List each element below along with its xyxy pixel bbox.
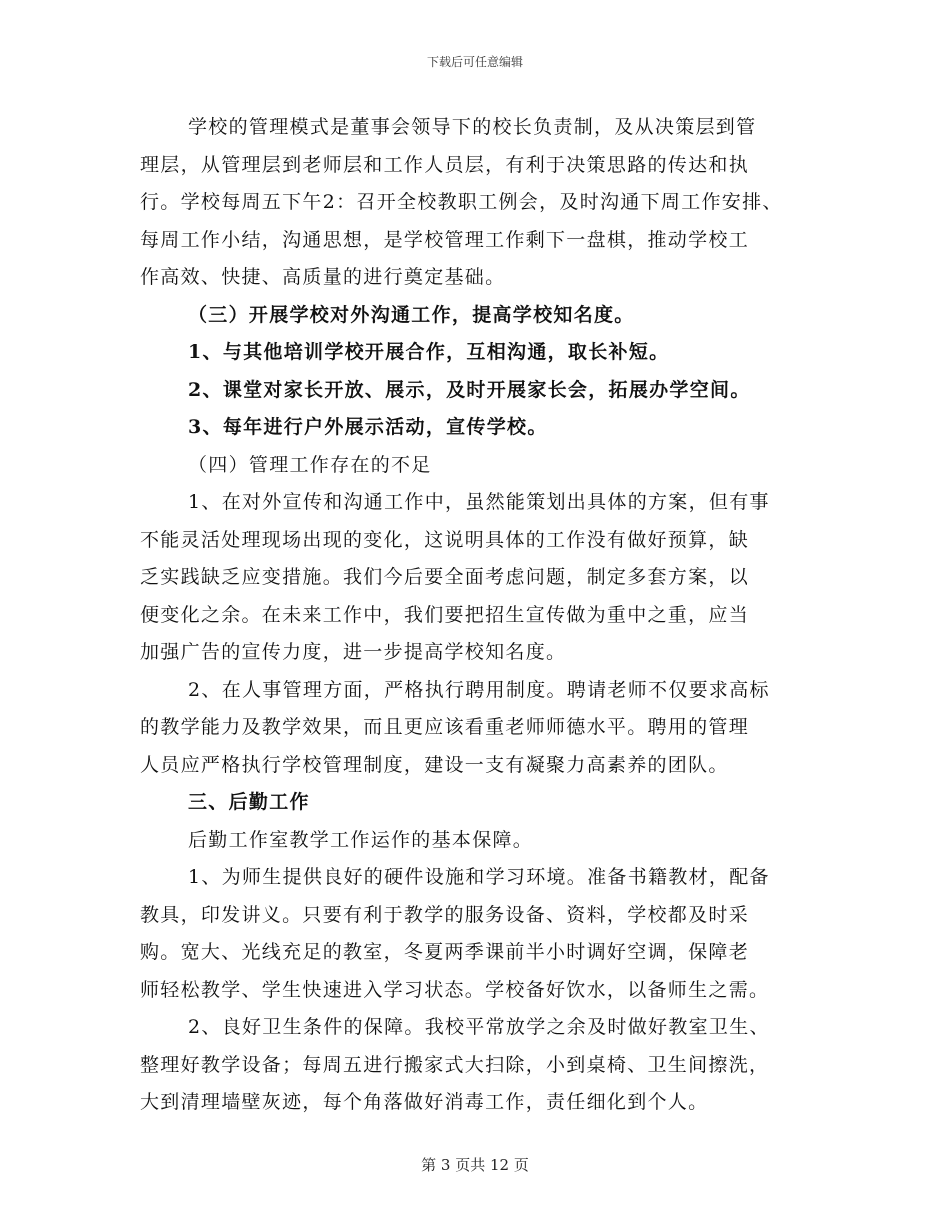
heading-line: 1、与其他培训学校开展合作，互相沟通，取长补短。 — [188, 341, 670, 363]
text-line: 1、在对外宣传和沟通工作中，虽然能策划出具体的方案，但有事 — [188, 491, 770, 513]
heading-line: 三、后勤工作 — [188, 791, 310, 813]
text-line: 作高效、快捷、高质量的进行奠定基础。 — [140, 266, 506, 288]
text-line: 1、为师生提供良好的硬件设施和学习环境。准备书籍教材，配备 — [188, 866, 770, 888]
text-line: 每周工作小结，沟通思想，是学校管理工作剩下一盘棋，推动学校工 — [140, 228, 750, 251]
document-body — [140, 109, 840, 1122]
text-line: 不能灵活处理现场出现的变化，这说明具体的工作没有做好预算，缺 — [140, 528, 750, 551]
text-line: （四）管理工作存在的不足 — [188, 453, 432, 476]
text-line: 的教学能力及教学效果，而且更应该看重老师师德水平。聘用的管理 — [140, 716, 750, 738]
text-line: 后勤工作室教学工作运作的基本保障。 — [188, 828, 534, 851]
page-footer: 第 3 页共 12 页 — [421, 1156, 529, 1174]
text-line: 2、良好卫生条件的保障。我校平常放学之余及时做好教室卫生、 — [188, 1016, 770, 1038]
text-line: 购。宽大、光线充足的教室，冬夏两季课前半小时调好空调，保障老 — [140, 941, 750, 963]
heading-line: 3、每年进行户外展示活动，宣传学校。 — [188, 416, 548, 438]
heading-line: 2、课堂对家长开放、展示，及时开展家长会，拓展办学空间。 — [188, 378, 751, 401]
text-line: 便变化之余。在未来工作中，我们要把招生宣传做为重中之重，应当 — [140, 603, 750, 626]
page-header: 下载后可任意编辑 — [426, 55, 523, 69]
text-line: 教具，印发讲义。只要有利于教学的服务设备、资料，学校都及时采 — [140, 903, 750, 926]
text-line: 整理好教学设备；每周五进行搬家式大扫除，小到桌椅、卫生间擦洗， — [140, 1053, 770, 1076]
text-line: 学校的管理模式是董事会领导下的校长负责制，及从决策层到管 — [188, 116, 757, 138]
text-line: 乏实践缺乏应变措施。我们今后要全面考虑问题，制定多套方案，以 — [140, 566, 750, 588]
text-line: 理层，从管理层到老师层和工作人员层，有利于决策思路的传达和执 — [140, 153, 750, 176]
text-line: 人员应严格执行学校管理制度，建设一支有凝聚力高素养的团队。 — [140, 753, 729, 776]
text-line: 2、在人事管理方面，严格执行聘用制度。聘请老师不仅要求高标 — [188, 678, 770, 701]
text-line: 加强广告的宣传力度，进一步提高学校知名度。 — [140, 641, 567, 663]
heading-line: （三）开展学校对外沟通工作，提高学校知名度。 — [188, 303, 635, 326]
text-line: 师轻松教学、学生快速进入学习状态。学校备好饮水，以备师生之需。 — [140, 978, 770, 1001]
text-line: 大到清理墙壁灰迹，每个角落做好消毒工作，责任细化到个人。 — [140, 1091, 709, 1113]
text-line: 行。学校每周五下午2：召开全校教职工例会，及时沟通下周工作安排、 — [140, 191, 783, 213]
